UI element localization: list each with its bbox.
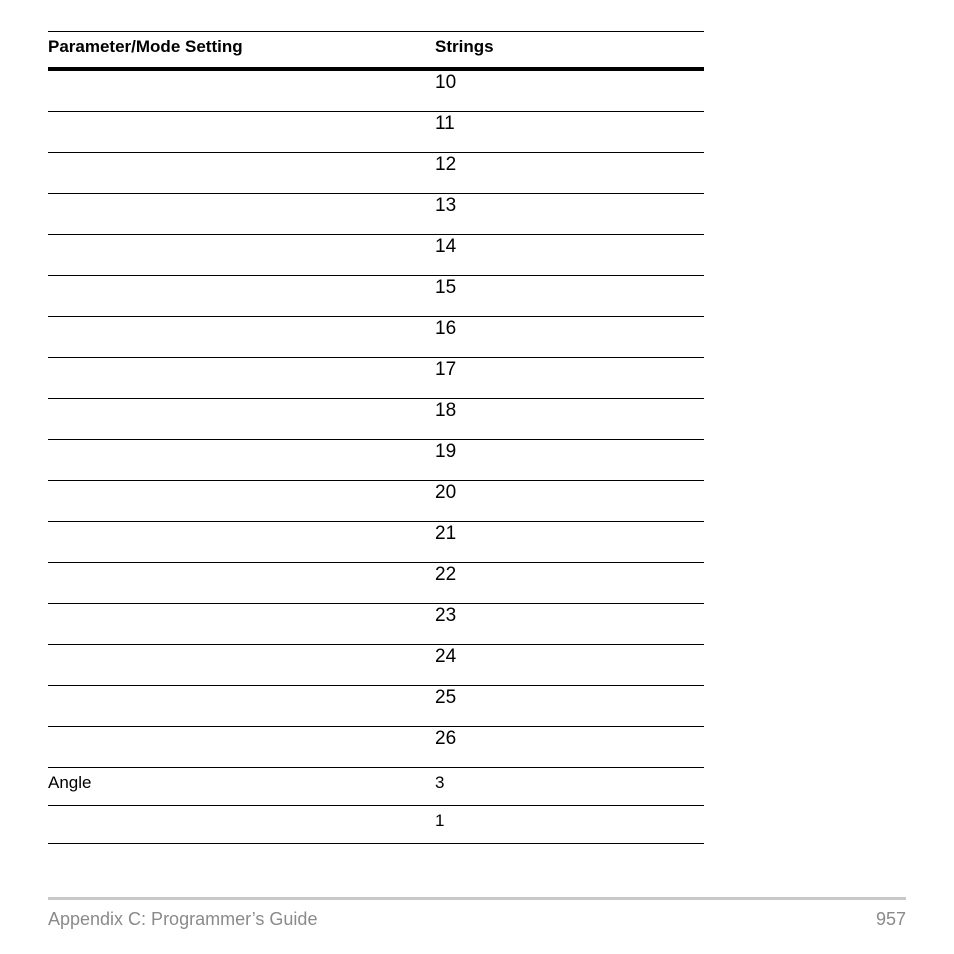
footer-divider (48, 897, 906, 900)
table-row (48, 235, 704, 276)
page-number: 957 (875, 909, 906, 929)
strings-cell: 24 (435, 646, 457, 667)
strings-cell: 13 (435, 195, 457, 216)
strings-cell: 14 (435, 236, 457, 257)
table-row (48, 727, 704, 768)
column-header-strings: Strings (435, 37, 494, 56)
strings-cell: 16 (435, 318, 457, 339)
table-row (48, 399, 704, 440)
strings-cell: 11 (435, 113, 455, 134)
table-row (48, 153, 704, 194)
table-row (48, 806, 704, 844)
table-row (48, 686, 704, 727)
table-row (48, 194, 704, 235)
strings-cell: 12 (435, 154, 457, 175)
parameter-cell: Angle (48, 773, 92, 792)
strings-cell: 26 (435, 728, 457, 749)
table-row (48, 645, 704, 686)
table-row (48, 604, 704, 645)
strings-cell: 10 (435, 72, 457, 93)
strings-cell: 3 (435, 773, 445, 792)
table-row (48, 358, 704, 399)
strings-cell: 21 (435, 523, 457, 544)
strings-cell: 18 (435, 400, 457, 421)
column-header-parameter: Parameter/Mode Setting (48, 37, 243, 56)
table-row (48, 563, 704, 604)
footer-section-title: Appendix C: Programmer’s Guide (48, 909, 318, 929)
table-row (48, 481, 704, 522)
settings-table (48, 31, 704, 844)
table-row (48, 71, 704, 112)
strings-cell: 23 (435, 605, 457, 626)
strings-cell: 1 (435, 811, 445, 830)
table-row (48, 317, 704, 358)
table-row (48, 112, 704, 153)
table-row (48, 440, 704, 481)
table-row (48, 522, 704, 563)
strings-cell: 25 (435, 687, 457, 708)
strings-cell: 17 (435, 359, 457, 380)
strings-cell: 15 (435, 277, 457, 298)
strings-cell: 19 (435, 441, 457, 462)
strings-cell: 22 (435, 564, 457, 585)
strings-cell: 20 (435, 482, 457, 503)
table-header-row (48, 32, 704, 71)
table-row (48, 768, 704, 806)
table-row (48, 276, 704, 317)
